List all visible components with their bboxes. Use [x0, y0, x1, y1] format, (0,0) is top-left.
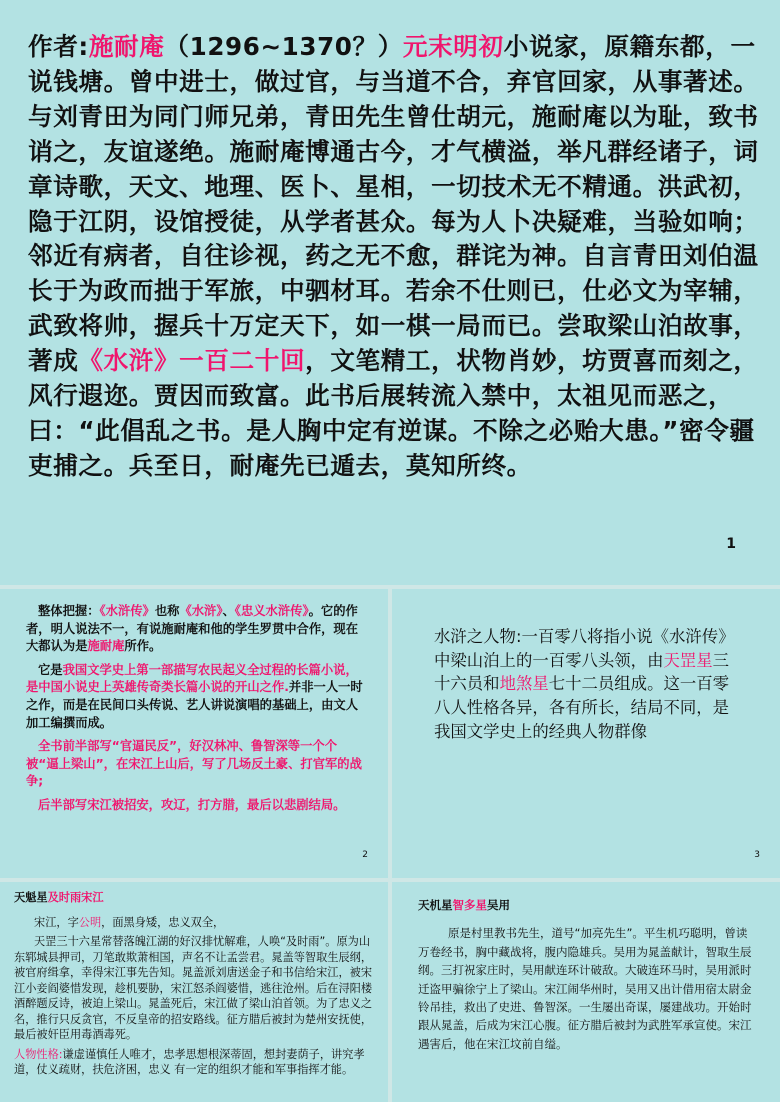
author-paragraph — [28, 30, 766, 484]
slide-3 — [392, 589, 780, 878]
star-name: 天机星 — [418, 898, 453, 912]
nickname: 智多星 — [452, 898, 487, 912]
significance-highlight: 我国文学史上第一部描写农民起义全过程的长篇小说，是中国小说史上英雄传奇类长篇小说的开山之作. — [26, 662, 358, 695]
book-name-2: 《水浒》 — [179, 604, 223, 618]
overview-text — [26, 603, 366, 821]
book-name-3: 《忠义水浒传》 — [234, 604, 309, 618]
tiangang-highlight: 天罡星 — [663, 650, 713, 670]
author-label: 作者: — [28, 32, 89, 61]
overview-paragraph-4: 后半部写宋江被招安，攻辽，打方腊，最后以悲剧结局。 — [38, 797, 346, 812]
courtesy-name: 公明 — [78, 915, 102, 929]
text-segment: 它是 — [38, 662, 63, 677]
author-years: （1296~1370？） — [164, 32, 403, 61]
page-number: 1 — [726, 536, 736, 552]
author-text-b: ，文笔精工，状物肖妙，坊贾喜而刻之，风行遐迩。贾因而致富。此书后展转流入禁中，太祖见而恶之，曰：“此倡乱之书。是人胸中定有逆谋。不除之必贻大患。”密令疆吏捕之。兵至日，耐庵先已遁去，莫知所终。 — [28, 346, 759, 480]
wuyong-body: 原是村里教书先生，道号“加亮先生”。平生机巧聪明，曾读万卷经书，胸中藏战将，腹内隐雄兵。吴用为晁盖献计，智取生辰纲。三打祝家庄时，吴用献连环计破敌。大破连环马时，吴用派时迁盗甲骗徐宁上了梁山。宋江闹华州时，吴用又出计借用宿太尉金铃吊挂，救出了史进、鲁智深。一生屡出奇谋，屡建战功。开始时跟从晁盖，后成为宋江心腹。征方腊后被封为武胜军承宣使。宋江遇害后，他在宋江坟前自缢。 — [418, 926, 752, 1051]
slide-2 — [0, 589, 388, 878]
text-segment: 宋江，字 — [34, 915, 79, 929]
text-segment: 三十六员和 — [434, 650, 730, 694]
slide-5 — [392, 882, 780, 1102]
songjiang-body: 天罡三十六星常替落魄江湖的好汉排忧解难，人唤“及时雨”。原为山东郓城县押司，刀笔敢欺萧相国，声名不让孟尝君。晁盖等智取生辰纲，被官府缉拿，幸得宋江事先告知。晁盖派刘唐送金子和书信给宋江，被宋江小妾阎婆惜发现，趁机要胁，宋江怒杀阎婆惜，逃往沧州。后在浔阳楼酒醉题反诗，被迫上梁山。晁盖死后，宋江做了梁山泊首领。为了忠义之名，推行只反贪官，不反皇帝的招安路线。征方腊后被封为楚州安抚使，最后被奸臣用毒酒毒死。 — [14, 935, 373, 1041]
overview-label: 整体把握： — [38, 604, 100, 618]
text-segment: 、 — [222, 604, 235, 618]
text-segment: 。它的作者，明人说法不一，有说施耐庵和他的学生罗贯中合作，现在大都认为是 — [26, 604, 359, 654]
page-number: 2 — [362, 850, 368, 860]
disha-highlight: 地煞星 — [499, 674, 549, 694]
trait-label: 人物性格: — [14, 1047, 63, 1061]
character-name: 及时雨宋江 — [47, 891, 104, 904]
songjiang-heading — [14, 890, 374, 906]
wuyong-heading — [418, 896, 758, 914]
trait-text: 谦虚谨慎任人唯才，忠孝思想根深蒂固，想封妻荫子，讲究孝道，仗义疏财，扶危济困，忠义 有一定的组织才能和军事指挥才能。 — [14, 1047, 365, 1076]
text-segment: 七十二员组成。这一百零八人性格各异，各有所长，结局不同，是我国文学史上的经典人物群像 — [434, 674, 730, 741]
star-name: 天魁星 — [14, 891, 48, 904]
overview-paragraph-1 — [26, 603, 366, 656]
book-title: 《水浒》一百二十回 — [78, 346, 306, 376]
text-segment: 也称 — [154, 604, 180, 618]
overview-paragraph-2 — [26, 662, 366, 732]
page-number: 3 — [754, 850, 760, 860]
text-segment: 并非一人一时之作，而是在民间口头传说、艺人讲说演唱的基础上，由文人加工编撰而成。 — [26, 680, 363, 730]
songjiang-intro — [14, 915, 374, 931]
character-name: 吴用 — [487, 898, 510, 912]
songjiang-text — [14, 890, 374, 1082]
author-name: 施耐庵 — [88, 32, 165, 61]
author-text-a: 小说家，原籍东都，一说钱塘。曾中进士，做过官，与当道不合，弃官回家，从事著述。与刘青田为同门师兄弟，青田先生曾仕胡元，施耐庵以为耻，致书诮之，友谊遂绝。施耐庵博通古今，才气横溢，举凡群经诸子，词章诗歌，天文、地理、医卜、星相，一切技术无不精通。洪武初，隐于江阴，设馆授徒，从学者甚众。每为人卜决疑难，当验如响；邻近有病者，自往诊视，药之无不愈，群诧为神。自言青田刘伯温长于为政而拙于军旅，中驷材耳。若余不仕则已，仕必文为宰辅，武致将帅，握兵十万定天下，如一棋一局而已。尝取梁山泊故事，著成 — [28, 32, 759, 376]
book-name-1: 《水浒传》 — [99, 604, 155, 618]
overview-paragraph-3: 全书前半部写“官逼民反”，好汉林冲、鲁智深等一个个被“逼上梁山”，在宋江上山后，写了几场反土豪、打官军的战争; — [26, 739, 362, 789]
slide-4 — [0, 882, 388, 1102]
songjiang-traits — [14, 1047, 374, 1078]
text-segment: 所作。 — [124, 639, 162, 654]
author-highlight: 施耐庵 — [87, 639, 125, 654]
text-segment: 水浒之人物:一百零八将指小说《水浒传》中梁山泊上的一百零八头领，由 — [434, 627, 735, 670]
author-era: 元末明初 — [402, 32, 504, 61]
wuyong-text — [418, 896, 758, 1053]
text-segment: ，面黑身矮，忠义双全， — [101, 915, 225, 929]
characters-text — [434, 625, 739, 744]
